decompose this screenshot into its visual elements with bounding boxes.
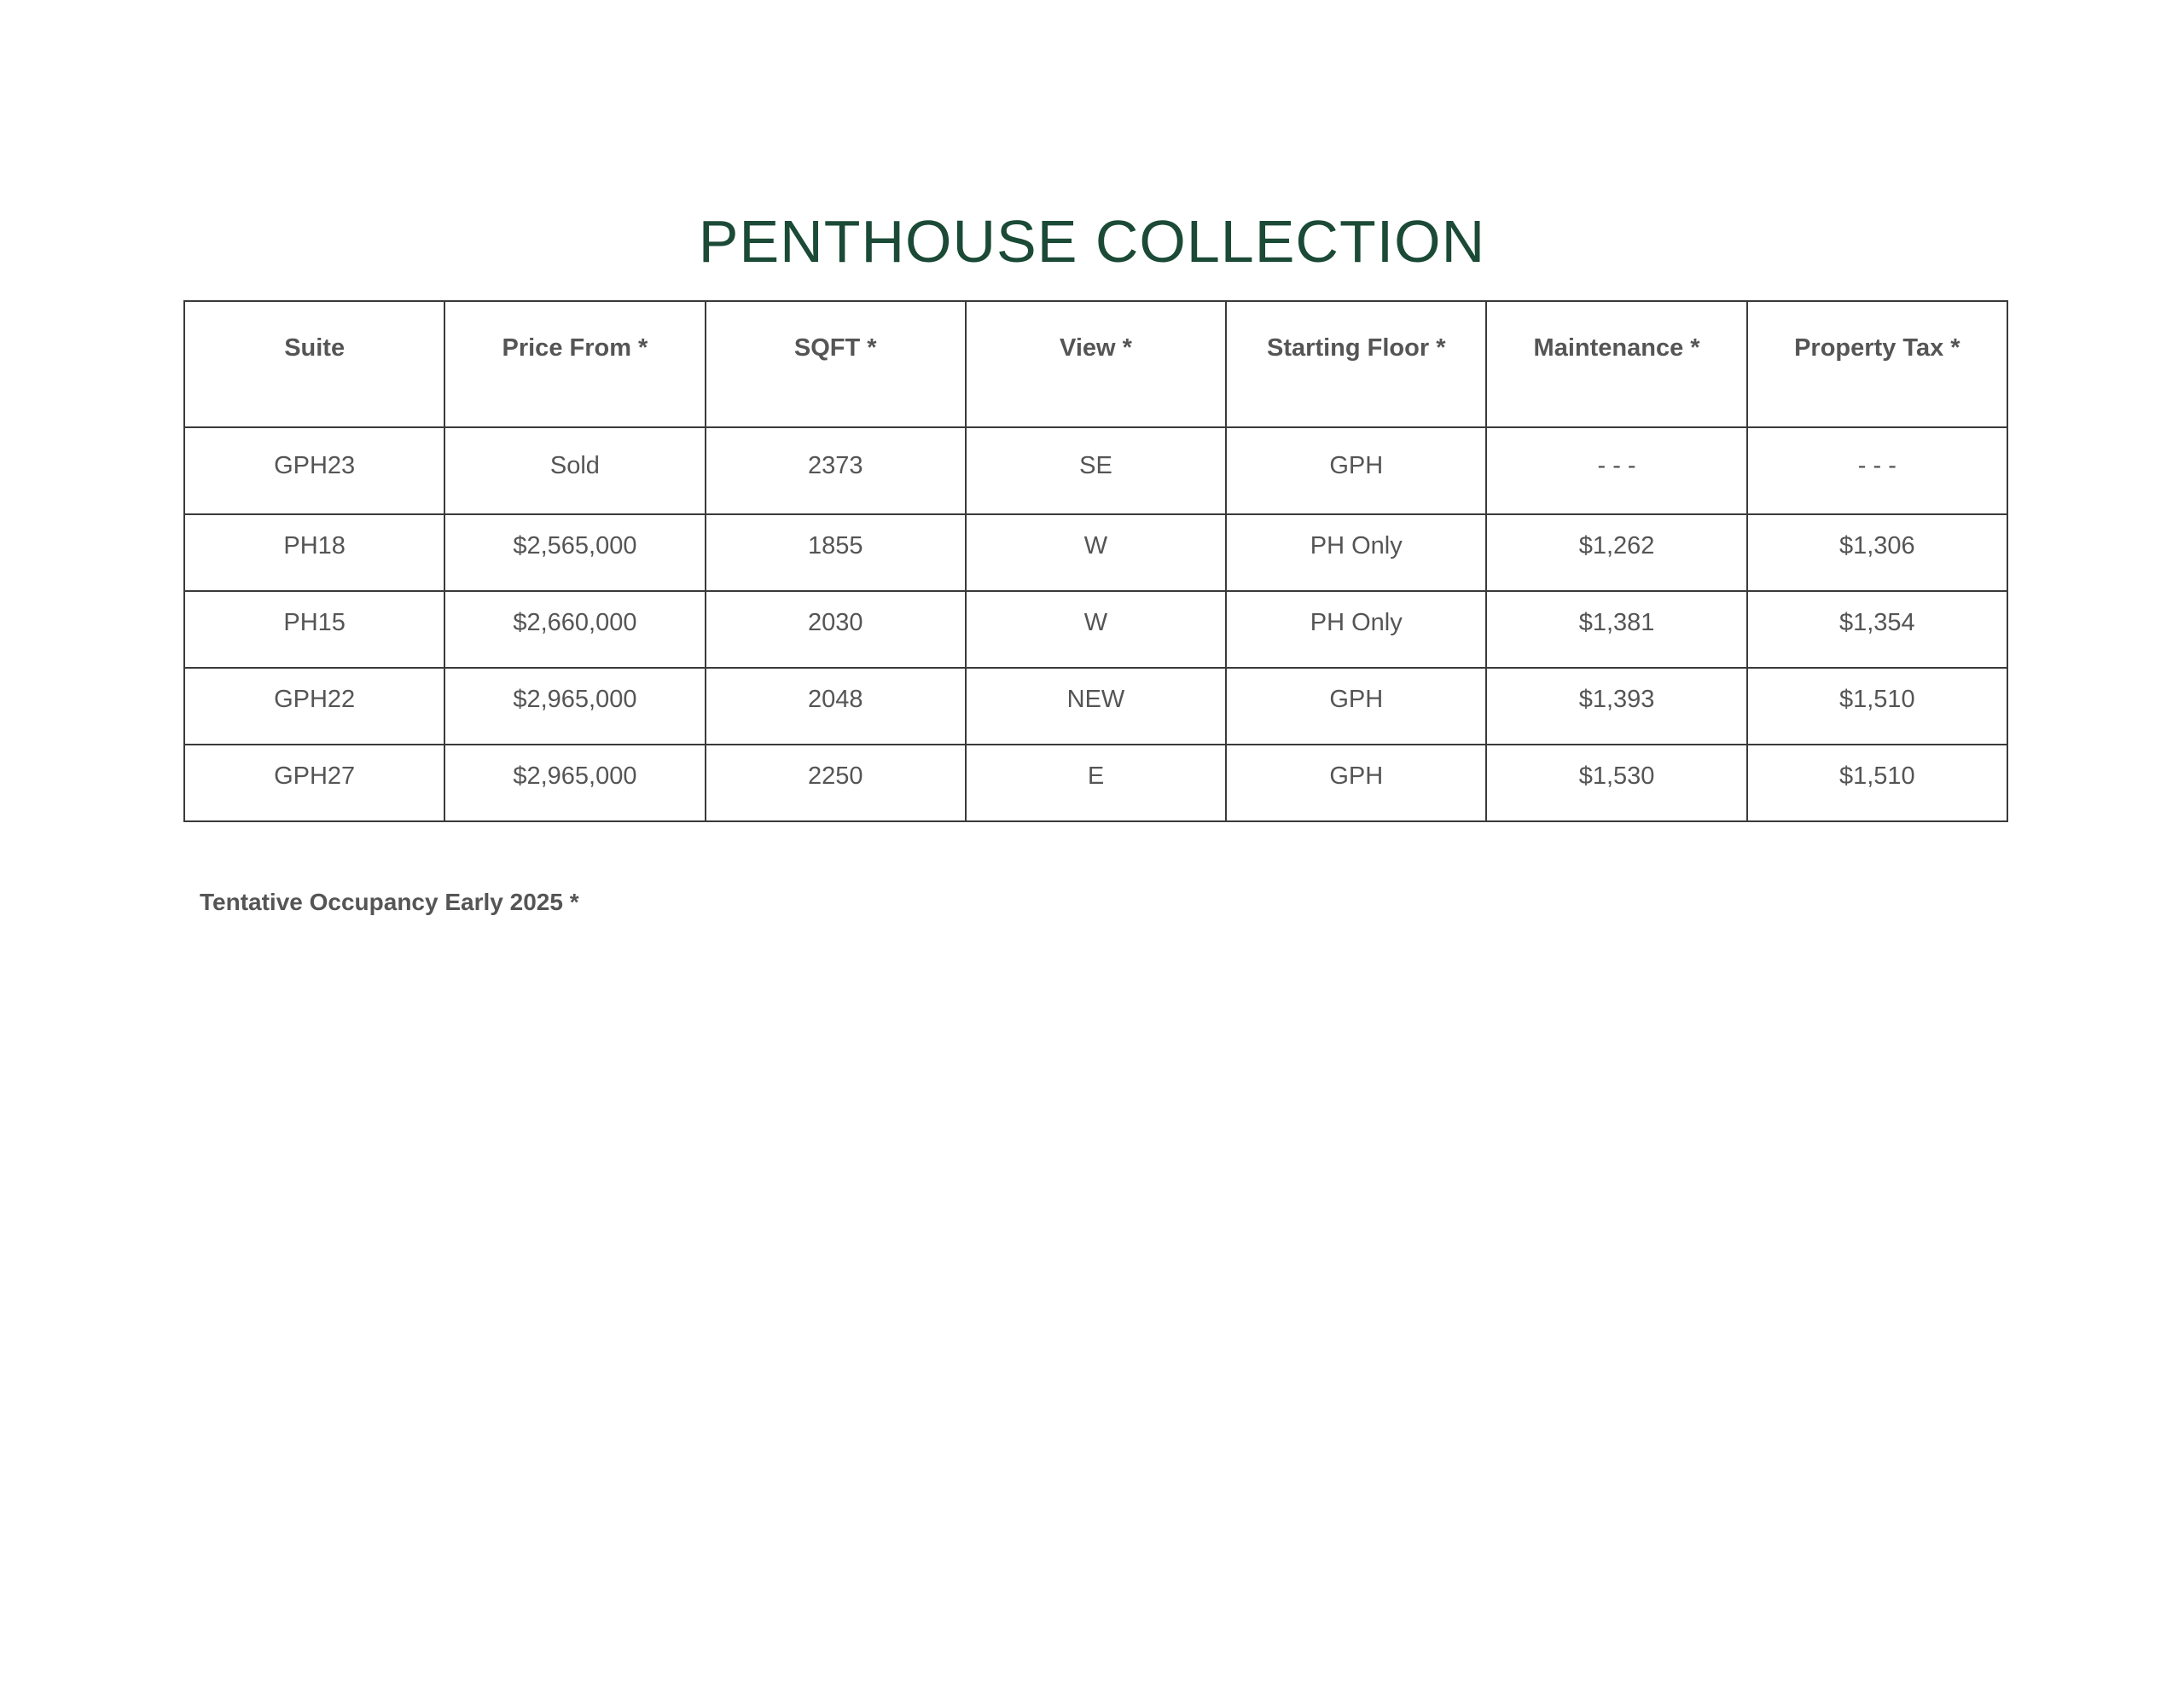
cell-starting-floor: GPH [1226, 745, 1486, 821]
cell-property-tax: $1,510 [1747, 668, 2007, 745]
cell-suite: GPH22 [184, 668, 444, 745]
table-row [184, 427, 2007, 514]
cell-suite: GPH23 [184, 427, 444, 514]
cell-property-tax: $1,354 [1747, 591, 2007, 668]
cell-sqft: 1855 [706, 514, 966, 591]
cell-view: W [966, 514, 1226, 591]
cell-starting-floor: GPH [1226, 668, 1486, 745]
cell-price-sold: Sold [444, 427, 705, 514]
page-title: PENTHOUSE COLLECTION [698, 208, 1486, 275]
cell-property-tax: $1,306 [1747, 514, 2007, 591]
cell-view: E [966, 745, 1226, 821]
cell-sqft: 2373 [706, 427, 966, 514]
table-row [184, 745, 2007, 821]
cell-starting-floor: GPH [1226, 427, 1486, 514]
header-suite: Suite [184, 301, 444, 427]
cell-starting-floor: PH Only [1226, 591, 1486, 668]
occupancy-footnote: Tentative Occupancy Early 2025 * [200, 889, 579, 915]
table-row [184, 668, 2007, 745]
cell-price: $2,660,000 [444, 591, 705, 668]
header-starting-floor: Starting Floor * [1226, 301, 1486, 427]
cell-view: SE [966, 427, 1226, 514]
cell-sqft: 2048 [706, 668, 966, 745]
header-view: View * [966, 301, 1226, 427]
cell-price: $2,565,000 [444, 514, 705, 591]
cell-price: $2,965,000 [444, 668, 705, 745]
table-header-row [184, 301, 2007, 427]
cell-view: NEW [966, 668, 1226, 745]
cell-suite: PH15 [184, 591, 444, 668]
header-price-from: Price From * [444, 301, 705, 427]
cell-maintenance: $1,530 [1486, 745, 1746, 821]
table-row [184, 591, 2007, 668]
cell-sqft: 2030 [706, 591, 966, 668]
penthouse-table [183, 300, 2008, 822]
cell-suite: GPH27 [184, 745, 444, 821]
cell-property-tax: - - - [1747, 427, 2007, 514]
cell-suite: PH18 [184, 514, 444, 591]
cell-price: $2,965,000 [444, 745, 705, 821]
table-row [184, 514, 2007, 591]
cell-maintenance: $1,393 [1486, 668, 1746, 745]
cell-view: W [966, 591, 1226, 668]
cell-maintenance: $1,262 [1486, 514, 1746, 591]
header-maintenance: Maintenance * [1486, 301, 1746, 427]
cell-sqft: 2250 [706, 745, 966, 821]
cell-maintenance: - - - [1486, 427, 1746, 514]
header-sqft: SQFT * [706, 301, 966, 427]
header-property-tax: Property Tax * [1747, 301, 2007, 427]
cell-starting-floor: PH Only [1226, 514, 1486, 591]
cell-maintenance: $1,381 [1486, 591, 1746, 668]
cell-property-tax: $1,510 [1747, 745, 2007, 821]
